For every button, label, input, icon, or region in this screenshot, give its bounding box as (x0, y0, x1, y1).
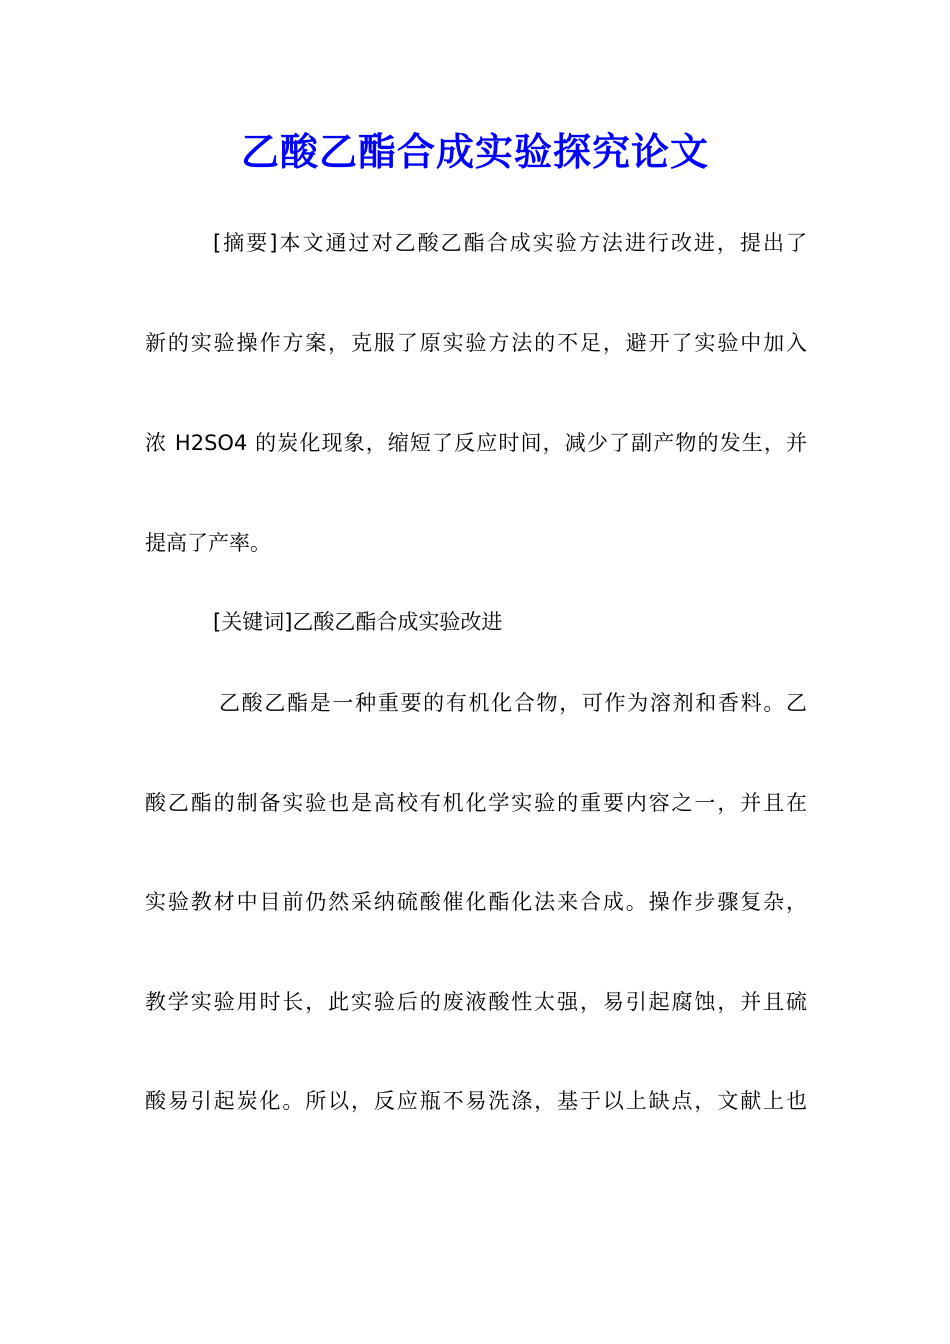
keywords-line: [关键词]乙酸乙酯合成实验改进 (213, 610, 503, 634)
abstract-line: 提高了产率。 (145, 531, 271, 555)
body-line: 酸易引起炭化。所以，反应瓶不易洗涤，基于以上缺点，文献上也 (145, 1089, 807, 1113)
body-line: 乙酸乙酯是一种重要的有机化合物，可作为溶剂和香料。乙 (219, 691, 807, 715)
body-line: 教学实验用时长，此实验后的废液酸性太强，易引起腐蚀，并且硫 (145, 990, 807, 1014)
document-title: 乙酸乙酯合成实验探究论文 (240, 129, 709, 174)
abstract-line: [摘要]本文通过对乙酸乙酯合成实验方法进行改进，提出了 (213, 231, 807, 255)
abstract-line: 新的实验操作方案，克服了原实验方法的不足，避开了实验中加入 (145, 331, 807, 355)
body-line: 酸乙酯的制备实验也是高校有机化学实验的重要内容之一，并且在 (145, 791, 807, 815)
body-line: 实验教材中目前仍然采纳硫酸催化酯化法来合成。操作步骤复杂， (145, 890, 807, 914)
abstract-line: 浓 H2SO4 的炭化现象，缩短了反应时间，减少了副产物的发生，并 (145, 431, 807, 455)
